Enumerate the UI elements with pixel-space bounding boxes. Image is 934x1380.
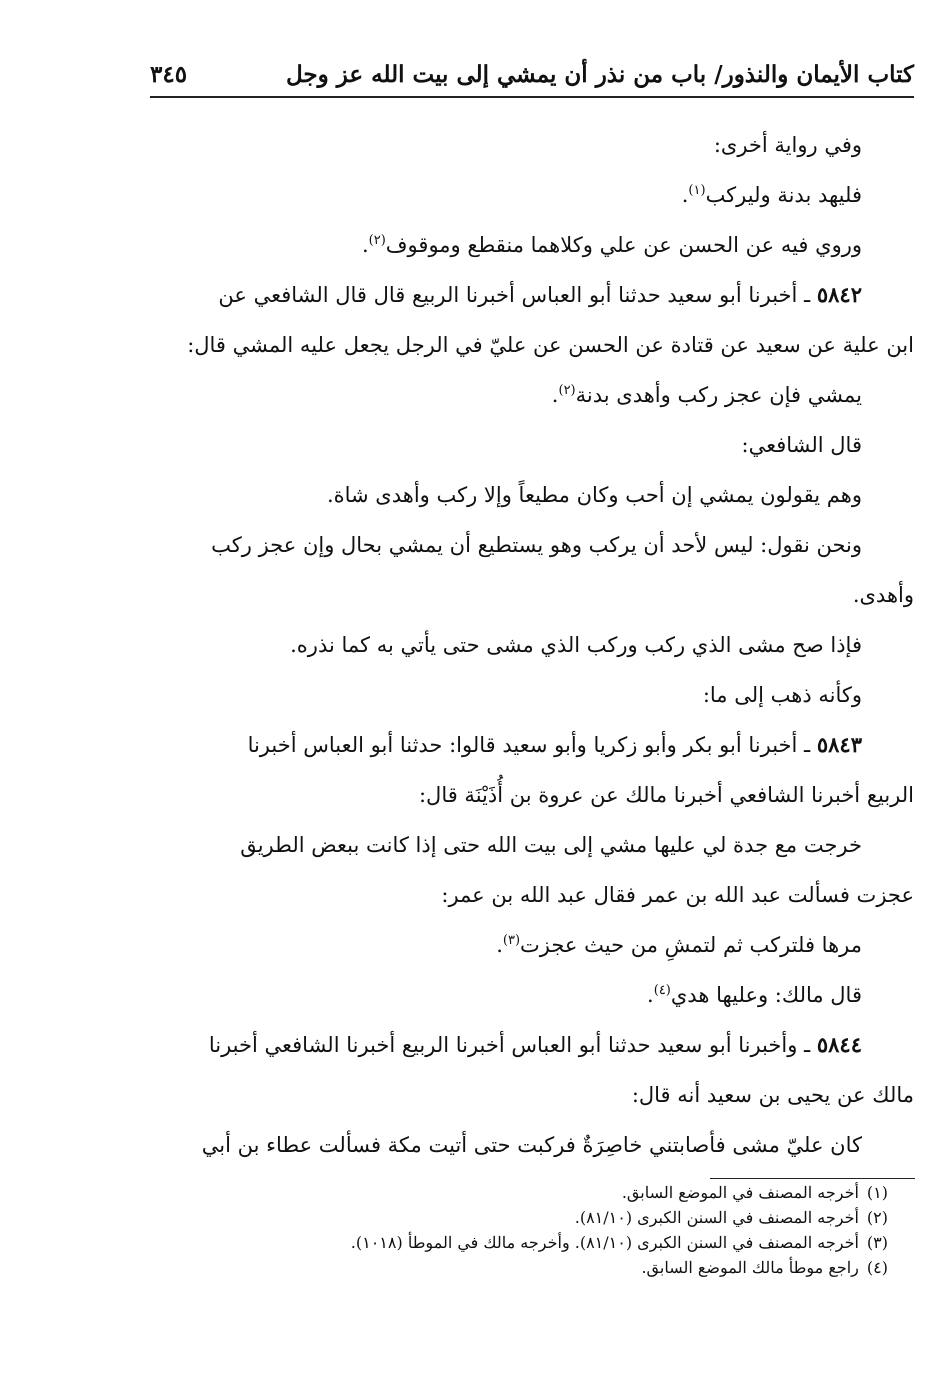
footnote-ref: (٤) xyxy=(653,983,671,998)
running-head: كتاب الأيمان والنذور/ باب من نذر أن يمشي إلى بيت الله عز وجل xyxy=(285,60,914,88)
footnote: (٣)أخرجه المصنف في السنن الكبرى (٨١/١٠). وأخرجه مالك في الموطأ (١٠١٨). xyxy=(350,1233,888,1252)
text-line: وأهدى. xyxy=(852,583,914,607)
text-line: عجزت فسألت عبد الله بن عمر فقال عبد الله بن عمر: xyxy=(441,883,914,907)
page-header xyxy=(150,52,914,98)
footnote-ref: (٢) xyxy=(558,383,576,398)
text-line: وكأنه ذهب إلى ما: xyxy=(702,683,862,707)
text-line: يمشي فإن عجز ركب وأهدى بدنة$^{(٢)}$. xyxy=(551,383,862,407)
footnotes xyxy=(150,1180,914,1280)
page-number: ٣٤٥ xyxy=(150,60,188,88)
hadith-number: ٥٨٤٢ xyxy=(816,282,862,307)
text-line: مالك عن يحيى بن سعيد أنه قال: xyxy=(631,1083,914,1107)
text-line: الربيع أخبرنا الشافعي أخبرنا مالك عن عروة بن أُذَيْنَة قال: xyxy=(418,783,914,807)
footnote: (١)أخرجه المصنف في الموضع السابق. xyxy=(621,1183,888,1202)
hadith-number: ٥٨٤٤ xyxy=(816,1032,862,1057)
footnote-divider xyxy=(710,1178,915,1179)
text-line: فإذا صح مشى الذي ركب وركب الذي مشى حتى يأتي به كما نذره. xyxy=(290,633,862,657)
text-line: فليهد بدنة وليركب$^{(١)}$. xyxy=(681,183,862,207)
hadith-line: ٥٨٤٢ ـ أخبرنا أبو سعيد حدثنا أبو العباس أخبرنا الربيع قال قال الشافعي عن xyxy=(218,282,862,307)
footnote: (٢)أخرجه المصنف في السنن الكبرى (٨١/١٠). xyxy=(574,1208,888,1227)
footnote-ref: (١) xyxy=(688,183,706,198)
footnote-ref: (٢) xyxy=(368,233,386,248)
text-line: خرجت مع جدة لي عليها مشي إلى بيت الله حتى إذا كانت ببعض الطريق xyxy=(240,833,862,857)
hadith-line: ٥٨٤٣ ـ أخبرنا أبو بكر وأبو زكريا وأبو سعيد قالوا: حدثنا أبو العباس أخبرنا xyxy=(247,732,862,757)
hadith-number: ٥٨٤٣ xyxy=(816,732,862,757)
text-line: ابن علية عن سعيد عن قتادة عن الحسن عن عليّ في الرجل يجعل عليه المشي قال: xyxy=(187,333,914,357)
text-line: وروي فيه عن الحسن عن علي وكلاهما منقطع وموقوف$^{(٢)}$. xyxy=(361,233,862,257)
hadith-line: ٥٨٤٤ ـ وأخبرنا أبو سعيد حدثنا أبو العباس أخبرنا الربيع أخبرنا الشافعي أخبرنا xyxy=(208,1032,862,1057)
text-line: مرها فلتركب ثم لتمشِ من حيث عجزت$^{(٣)}$. xyxy=(496,933,862,957)
text-line: قال الشافعي: xyxy=(741,433,862,457)
main-text xyxy=(150,120,914,1170)
text-line: ونحن نقول: ليس لأحد أن يركب وهو يستطيع أن يمشي بحال وإن عجز ركب xyxy=(211,533,862,557)
text-line: كان عليّ مشى فأصابتني خاصِرَةٌ فركبت حتى أتيت مكة فسألت عطاء بن أبي xyxy=(201,1133,862,1157)
footnote-ref: (٣) xyxy=(502,933,521,948)
footnote: (٤)راجع موطأ مالك الموضع السابق. xyxy=(641,1258,888,1277)
text-line: قال مالك: وعليها هدي$^{(٤)}$. xyxy=(647,983,862,1007)
text-line: وفي رواية أخرى: xyxy=(713,133,862,157)
text-line: وهم يقولون يمشي إن أحب وكان مطيعاً وإلا ركب وأهدى شاة. xyxy=(326,483,862,507)
